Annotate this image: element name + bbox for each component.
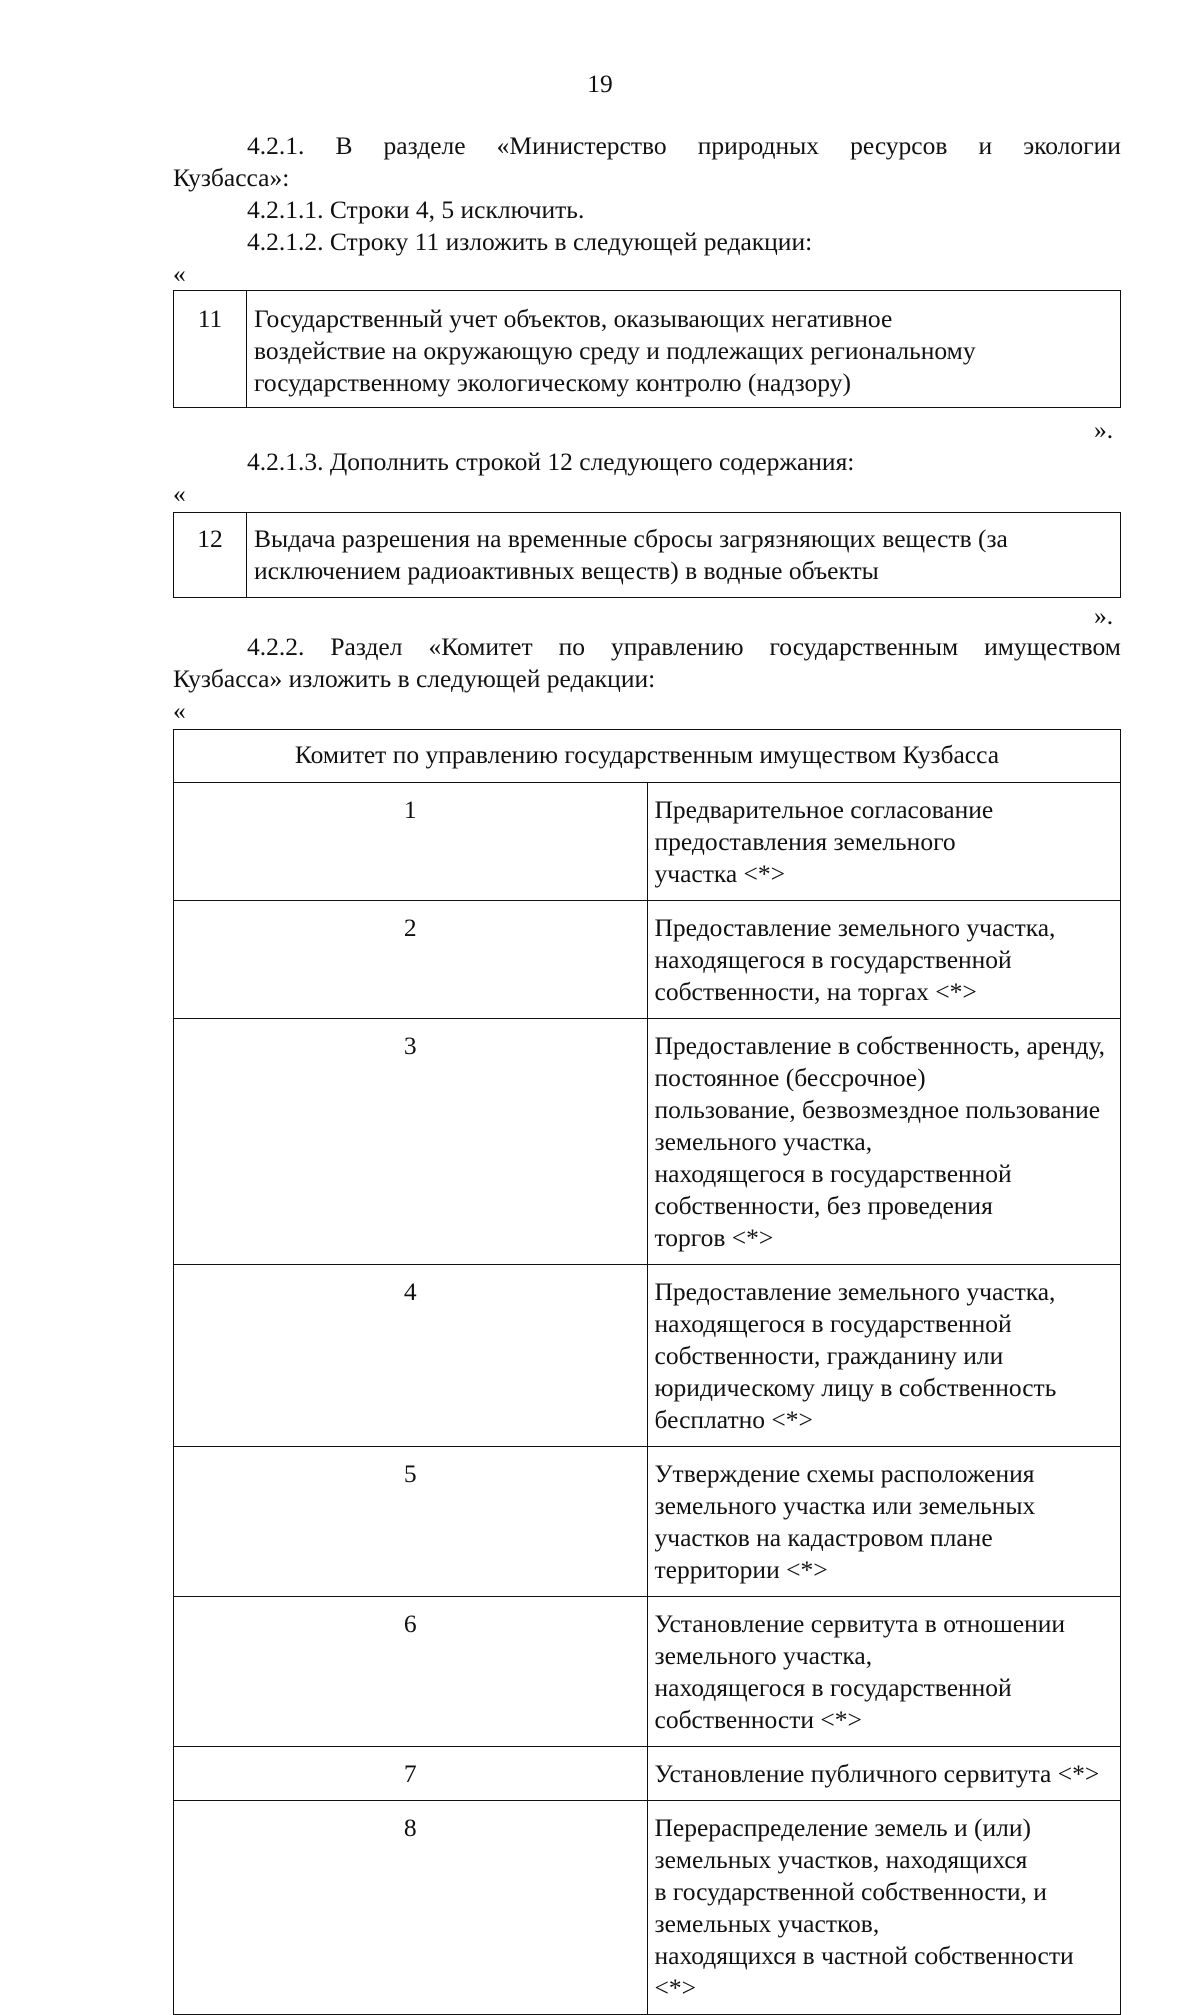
word: государственным <box>769 632 959 661</box>
page-number: 19 <box>587 69 613 98</box>
word: разделе <box>383 131 466 160</box>
row-text <box>647 1019 1121 1265</box>
word: 4.2.2. <box>247 632 305 661</box>
word: имуществом <box>984 632 1121 661</box>
table-row <box>174 291 1121 408</box>
table-row-12 <box>173 512 1121 598</box>
committee-table <box>173 729 1121 2015</box>
committee-table-header: Комитет по управлению государственным имуществом Кузбасса <box>174 730 1121 783</box>
word: ресурсов <box>850 131 948 160</box>
row-number: 2 <box>174 901 648 1019</box>
row-text-line: Предоставление земельного участка, находящегося в государственной <box>654 1277 1056 1338</box>
row-text-line: Утверждение схемы расположения земельного участка или земельных <box>654 1459 1036 1520</box>
row-text-line: участков на кадастровом плане территории <*> <box>654 1523 993 1584</box>
word: «Министерство <box>496 131 667 160</box>
row-text <box>247 513 1121 598</box>
row-text <box>647 1597 1121 1747</box>
table-row <box>174 1801 1121 2015</box>
word: 4.2.1. <box>247 131 305 160</box>
item-4212: 4.2.1.2. Строку 11 изложить в следующей редакции: <box>247 227 813 256</box>
row-text-line: находящихся в частной собственности <*> <box>654 1941 1074 2002</box>
row-text <box>647 783 1121 901</box>
table-header-row <box>174 730 1121 783</box>
table-row <box>174 901 1121 1019</box>
section-421-line2: Кузбасса»: <box>173 163 290 192</box>
row-text <box>647 1265 1121 1447</box>
table-row-11 <box>173 290 1121 408</box>
section-422-line1 <box>247 631 1121 663</box>
word: «Комитет <box>428 632 533 661</box>
word: В <box>335 131 353 160</box>
row-text-line: бесплатно <*> <box>654 1405 813 1434</box>
word: природных <box>697 131 820 160</box>
row-text <box>647 901 1121 1019</box>
section-421-line1 <box>247 130 1121 162</box>
row-text-line: Предоставление земельного участка, находящегося в государственной <box>654 913 1056 974</box>
row-number: 5 <box>174 1447 648 1597</box>
row-text-line: собственности, на торгах <*> <box>654 977 977 1006</box>
row-number: 1 <box>174 783 648 901</box>
row-text-line: собственности, гражданину или юридическому лицу в собственность <box>654 1341 1057 1402</box>
word: Раздел <box>330 632 403 661</box>
table-row <box>174 1447 1121 1597</box>
row-number: 7 <box>174 1747 648 1801</box>
word: управлению <box>610 632 744 661</box>
table-row <box>174 1597 1121 1747</box>
item-4213: 4.2.1.3. Дополнить строкой 12 следующего содержания: <box>247 447 855 476</box>
row-text <box>647 1801 1121 2015</box>
section-422-line2: Кузбасса» изложить в следующей редакции: <box>173 664 656 693</box>
row-number: 6 <box>174 1597 648 1747</box>
word: и <box>978 131 993 160</box>
row-text <box>247 291 1121 408</box>
row-text-line: воздействие на окружающую среду и подлежащих региональному <box>254 336 976 365</box>
row-text-line: в государственной собственности, и земельных участков, <box>654 1877 1047 1938</box>
table-row <box>174 1265 1121 1447</box>
word: по <box>558 632 585 661</box>
row-text-line: участка <*> <box>654 859 786 888</box>
open-quote: « <box>173 479 186 508</box>
row-text-line: находящегося в государственной собственности, без проведения <box>654 1159 1012 1220</box>
row-text <box>647 1747 1121 1801</box>
word: экологии <box>1023 131 1121 160</box>
row-text <box>647 1447 1121 1597</box>
row-number: 3 <box>174 1019 648 1265</box>
row-text-line: государственному экологическому контролю (надзору) <box>254 368 851 397</box>
row-text-line: Перераспределение земель и (или) земельных участков, находящихся <box>654 1813 1031 1874</box>
row-text-line: торгов <*> <box>654 1223 774 1252</box>
row-text-line: Государственный учет объектов, оказывающих негативное <box>254 304 893 333</box>
row-number: 11 <box>174 291 247 408</box>
row-text-line: Выдача разрешения на временные сбросы загрязняющих веществ (за <box>254 524 1008 553</box>
row-text-line: Установление публичного сервитута <*> <box>654 1759 1100 1788</box>
open-quote: « <box>173 696 186 725</box>
row-text-line: Предоставление в собственность, аренду, постоянное (бессрочное) <box>654 1031 1106 1092</box>
row-text-line: Предварительное согласование предоставления земельного <box>654 795 994 856</box>
row-text-line: исключением радиоактивных веществ) в водные объекты <box>254 556 879 585</box>
table-row <box>174 513 1121 598</box>
row-number: 8 <box>174 1801 648 2015</box>
row-number: 4 <box>174 1265 648 1447</box>
item-4211: 4.2.1.1. Строки 4, 5 исключить. <box>247 195 585 224</box>
table-row <box>174 783 1121 901</box>
table-row <box>174 1747 1121 1801</box>
table-row <box>174 1019 1121 1265</box>
close-quote: ». <box>1094 415 1114 444</box>
row-text-line: пользование, безвозмездное пользование земельного участка, <box>654 1095 1101 1156</box>
close-quote: ». <box>1094 601 1114 630</box>
row-text-line: Установление сервитута в отношении земельного участка, <box>654 1609 1066 1670</box>
row-text-line: находящегося в государственной собственности <*> <box>654 1673 1012 1734</box>
row-number: 12 <box>174 513 247 598</box>
open-quote: « <box>173 259 186 288</box>
